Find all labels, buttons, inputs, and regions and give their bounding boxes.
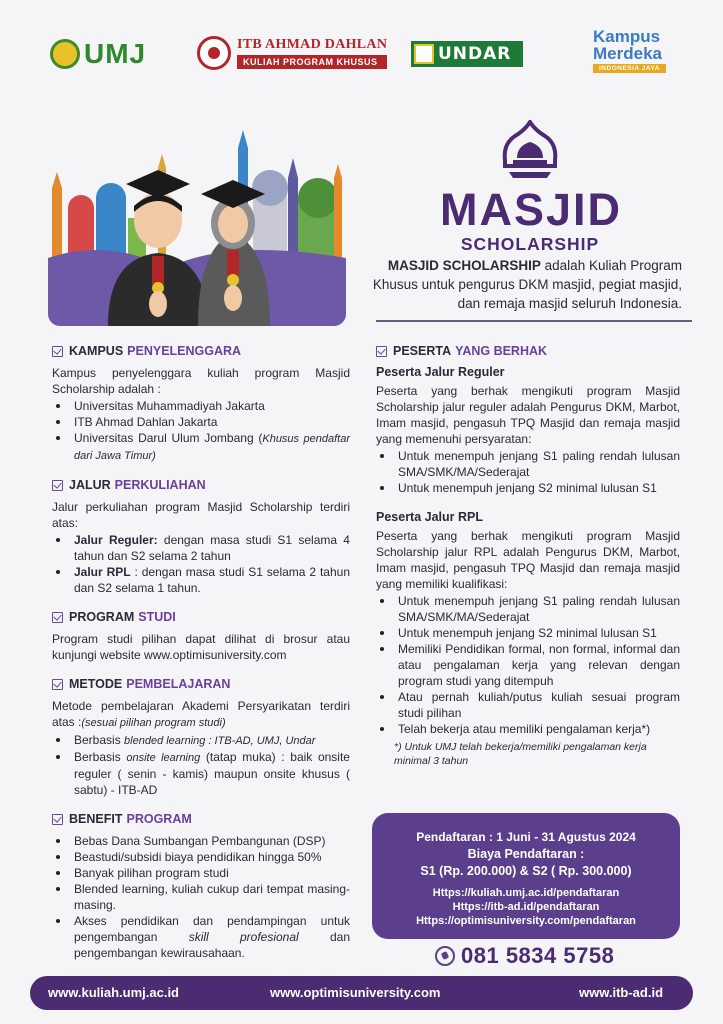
list-item: Untuk menempuh jenjang S2 minimal lulusan S1 [376, 625, 680, 641]
list-item [52, 430, 350, 464]
phone-number: 081 5834 5758 [461, 943, 615, 968]
merdeka-logo-line-2: Merdeka [593, 44, 662, 63]
list-item-italic: skill profesional [188, 930, 299, 944]
undar-logo [411, 41, 523, 67]
checkbox-icon [52, 814, 63, 825]
section-title-accent: YANG BERHAK [455, 344, 548, 358]
section-prodi-title [52, 610, 350, 624]
list-item-text: : ITB-AD, UMJ, Undar [205, 735, 316, 747]
list-item-text: Universitas Darul Ulum Jombang ( [74, 431, 263, 445]
list-item-text: (tatap muka) : baik onsite reguler ( senin - kamis) maupun onsite khusus ( sabtu) - ITB-AD [74, 750, 350, 797]
kampus-text: Kampus penyelenggara kuliah program Masjid Scholarship adalah : [52, 366, 350, 396]
list-item: Untuk menempuh jenjang S1 paling rendah lulusan SMA/SMK/MA/Sederajat [376, 448, 680, 480]
list-item-bold: Jalur RPL [74, 565, 131, 579]
merdeka-logo-tagline: INDONESIA JAYA [593, 64, 666, 73]
section-benefit-title [52, 812, 350, 826]
intro-paragraph [370, 256, 682, 313]
list-item: Untuk menempuh jenjang S1 paling rendah lulusan SMA/SMK/MA/Sederajat [376, 593, 680, 625]
metode-text [52, 698, 350, 731]
list-item: ITB Ahmad Dahlan Jakarta [52, 414, 350, 430]
footer-bar [30, 976, 693, 1010]
left-column [52, 344, 350, 961]
list-item-text: Akses pendidikan dan pendampingan untuk pengembangan [74, 914, 350, 944]
metode-list [52, 732, 350, 798]
intro-lead: MASJID SCHOLARSHIP [387, 258, 541, 273]
section-title-accent: PEMBELAJARAN [126, 677, 231, 691]
whatsapp-contact[interactable] [435, 943, 614, 969]
section-metode-title [52, 677, 350, 691]
intro-divider [376, 320, 692, 322]
peserta-reguler-list [376, 448, 680, 496]
registration-link-optimis[interactable]: Https://optimisuniversity.com/pendaftaran [416, 915, 636, 927]
logo-bar [0, 28, 723, 80]
undar-logo-text: UNDAR [438, 44, 512, 64]
registration-box [372, 813, 680, 939]
list-item: Banyak pilihan program studi [52, 865, 350, 881]
section-title-main: PESERTA [393, 344, 452, 358]
benefit-list [52, 833, 350, 961]
itb-logo-title: ITB AHMAD DAHLAN [237, 37, 388, 52]
peserta-rpl-list [376, 593, 680, 737]
list-item-text: dan pengembangan kewirausahaan. [74, 930, 351, 960]
masjid-scholarship-brand [440, 120, 623, 255]
brand-subtitle: SCHOLARSHIP [460, 234, 600, 254]
merdeka-logo-line-1: Kampus [593, 27, 661, 46]
list-item-text: : dengan masa studi S1 selama 2 tahun dan S2 selama 1 tahun. [74, 565, 350, 595]
list-item [52, 913, 350, 961]
section-jalur-title [52, 478, 350, 492]
list-item [52, 532, 350, 564]
list-item [52, 732, 350, 749]
list-item-text: Berbasis [74, 733, 125, 747]
section-title-accent: STUDI [138, 610, 176, 624]
registration-links [372, 886, 680, 928]
list-item-italic: blended learning [124, 735, 206, 747]
jalur-list [52, 532, 350, 596]
footer-link-optimis[interactable]: www.optimisuniversity.com [270, 985, 441, 1000]
list-item-italic: onsite learning [126, 752, 201, 764]
registration-fee-title: Biaya Pendaftaran : [467, 847, 585, 861]
metode-text-note: (sesuai pilihan program studi) [81, 717, 226, 729]
itb-logo-subtitle: KULIAH PROGRAM KHUSUS [237, 55, 387, 69]
list-item: Bebas Dana Sumbangan Pembangunan (DSP) [52, 833, 350, 849]
kampus-merdeka-logo [593, 28, 666, 73]
list-item: Atau pernah kuliah/putus kuliah sesuai program studi pilihan [376, 689, 680, 721]
footer-link-itb[interactable]: www.itb-ad.id [579, 985, 664, 1000]
graduates-mosque-illustration [48, 128, 346, 326]
section-title-main: METODE [69, 677, 123, 691]
list-item-text: dengan masa studi S1 selama 4 tahun dan S2 selama 2 tahun [74, 533, 350, 563]
list-item: Blended learning, kuliah cukup dari tempat masing-masing. [52, 881, 350, 913]
registration-link-umj[interactable]: Https://kuliah.umj.ac.id/pendaftaran [432, 887, 620, 899]
list-item-bold: Jalur Reguler: [74, 533, 158, 547]
brand-title: MASJID [440, 184, 623, 235]
registration-fee: S1 (Rp. 200.000) & S2 ( Rp. 300.000) [420, 864, 632, 878]
section-title-main: BENEFIT [69, 812, 123, 826]
metode-text-main: Metode pembelajaran Akademi Persyarikatan terdiri atas : [52, 699, 350, 729]
list-item-text: Berbasis [74, 750, 127, 764]
footer-link-umj[interactable]: www.kuliah.umj.ac.id [48, 985, 179, 1000]
checkbox-icon [52, 612, 63, 623]
section-title-accent: PENYELENGGARA [127, 344, 242, 358]
section-title-main: JALUR [69, 478, 111, 492]
whatsapp-icon [435, 946, 455, 966]
list-item: Telah bekerja atau memiliki pengalaman kerja*) [376, 721, 680, 737]
jalur-text: Jalur perkuliahan program Masjid Scholarship terdiri atas: [52, 500, 350, 530]
list-item: Memiliki Pendidikan formal, non formal, informal dan atau pengalaman kerja yang relevan dengan program studi yang ditempuh [376, 641, 680, 689]
intro-rest: adalah Kuliah Program Khusus untuk pengurus DKM masjid, pegiat masjid, dan remaja masjid seluruh Indonesia. [372, 258, 682, 311]
peserta-reguler-title: Peserta Jalur Reguler [376, 365, 505, 379]
list-item: Universitas Muhammadiyah Jakarta [52, 398, 350, 414]
peserta-reguler-text: Peserta yang berhak mengikuti program Masjid Scholarship jalur reguler adalah Pengurus DKM, Marbot, Imam masjid, pengasuh TPQ Masjid dan remaja masjid yang memenuhi persyaratan: [376, 384, 680, 446]
prodi-text: Program studi pilihan dapat dilihat di brosur atau kunjungi website www.optimisuniversity.com [52, 632, 350, 662]
kampus-list [52, 398, 350, 464]
mosque-dome-icon [499, 120, 561, 182]
peserta-rpl-title: Peserta Jalur RPL [376, 510, 483, 524]
list-item: Untuk menempuh jenjang S2 minimal lulusan S1 [376, 480, 680, 496]
undar-emblem-icon [414, 44, 434, 64]
section-peserta-title [376, 344, 680, 358]
list-item-note: Khusus pendaftar dari Jawa Timur) [74, 433, 350, 462]
umj-logo-text: UMJ [84, 38, 147, 69]
checkbox-icon [52, 346, 63, 357]
list-item [52, 564, 350, 596]
registration-link-itb[interactable]: Https://itb-ad.id/pendaftaran [452, 901, 600, 913]
itb-seal-icon [197, 36, 231, 70]
umj-logo [50, 38, 146, 70]
section-kampus-title [52, 344, 350, 358]
section-title-accent: PROGRAM [126, 812, 192, 826]
checkbox-icon [52, 480, 63, 491]
umj-seal-icon [50, 39, 80, 69]
list-item [52, 749, 350, 798]
peserta-rpl-text: Peserta yang berhak mengikuti program Masjid Scholarship jalur RPL adalah Pengurus DKM, Marbot, Imam masjid, pengasuh TPQ Masjid dan remaja masjid yang memiliki kualifikasi: [376, 529, 680, 591]
checkbox-icon [52, 679, 63, 690]
checkbox-icon [376, 346, 387, 357]
umj-note: *) Untuk UMJ telah bekerja/memiliki pengalaman kerja minimal 3 tahun [394, 741, 647, 767]
section-title-main: KAMPUS [69, 344, 124, 358]
itb-ahmad-dahlan-logo [197, 36, 387, 70]
registration-period: Pendaftaran : 1 Juni - 31 Agustus 2024 [416, 830, 636, 844]
list-item: Beastudi/subsidi biaya pendidikan hingga 50% [52, 849, 350, 865]
right-column [376, 344, 680, 768]
section-title-accent: PERKULIAHAN [114, 478, 206, 492]
section-title-main: PROGRAM [69, 610, 135, 624]
